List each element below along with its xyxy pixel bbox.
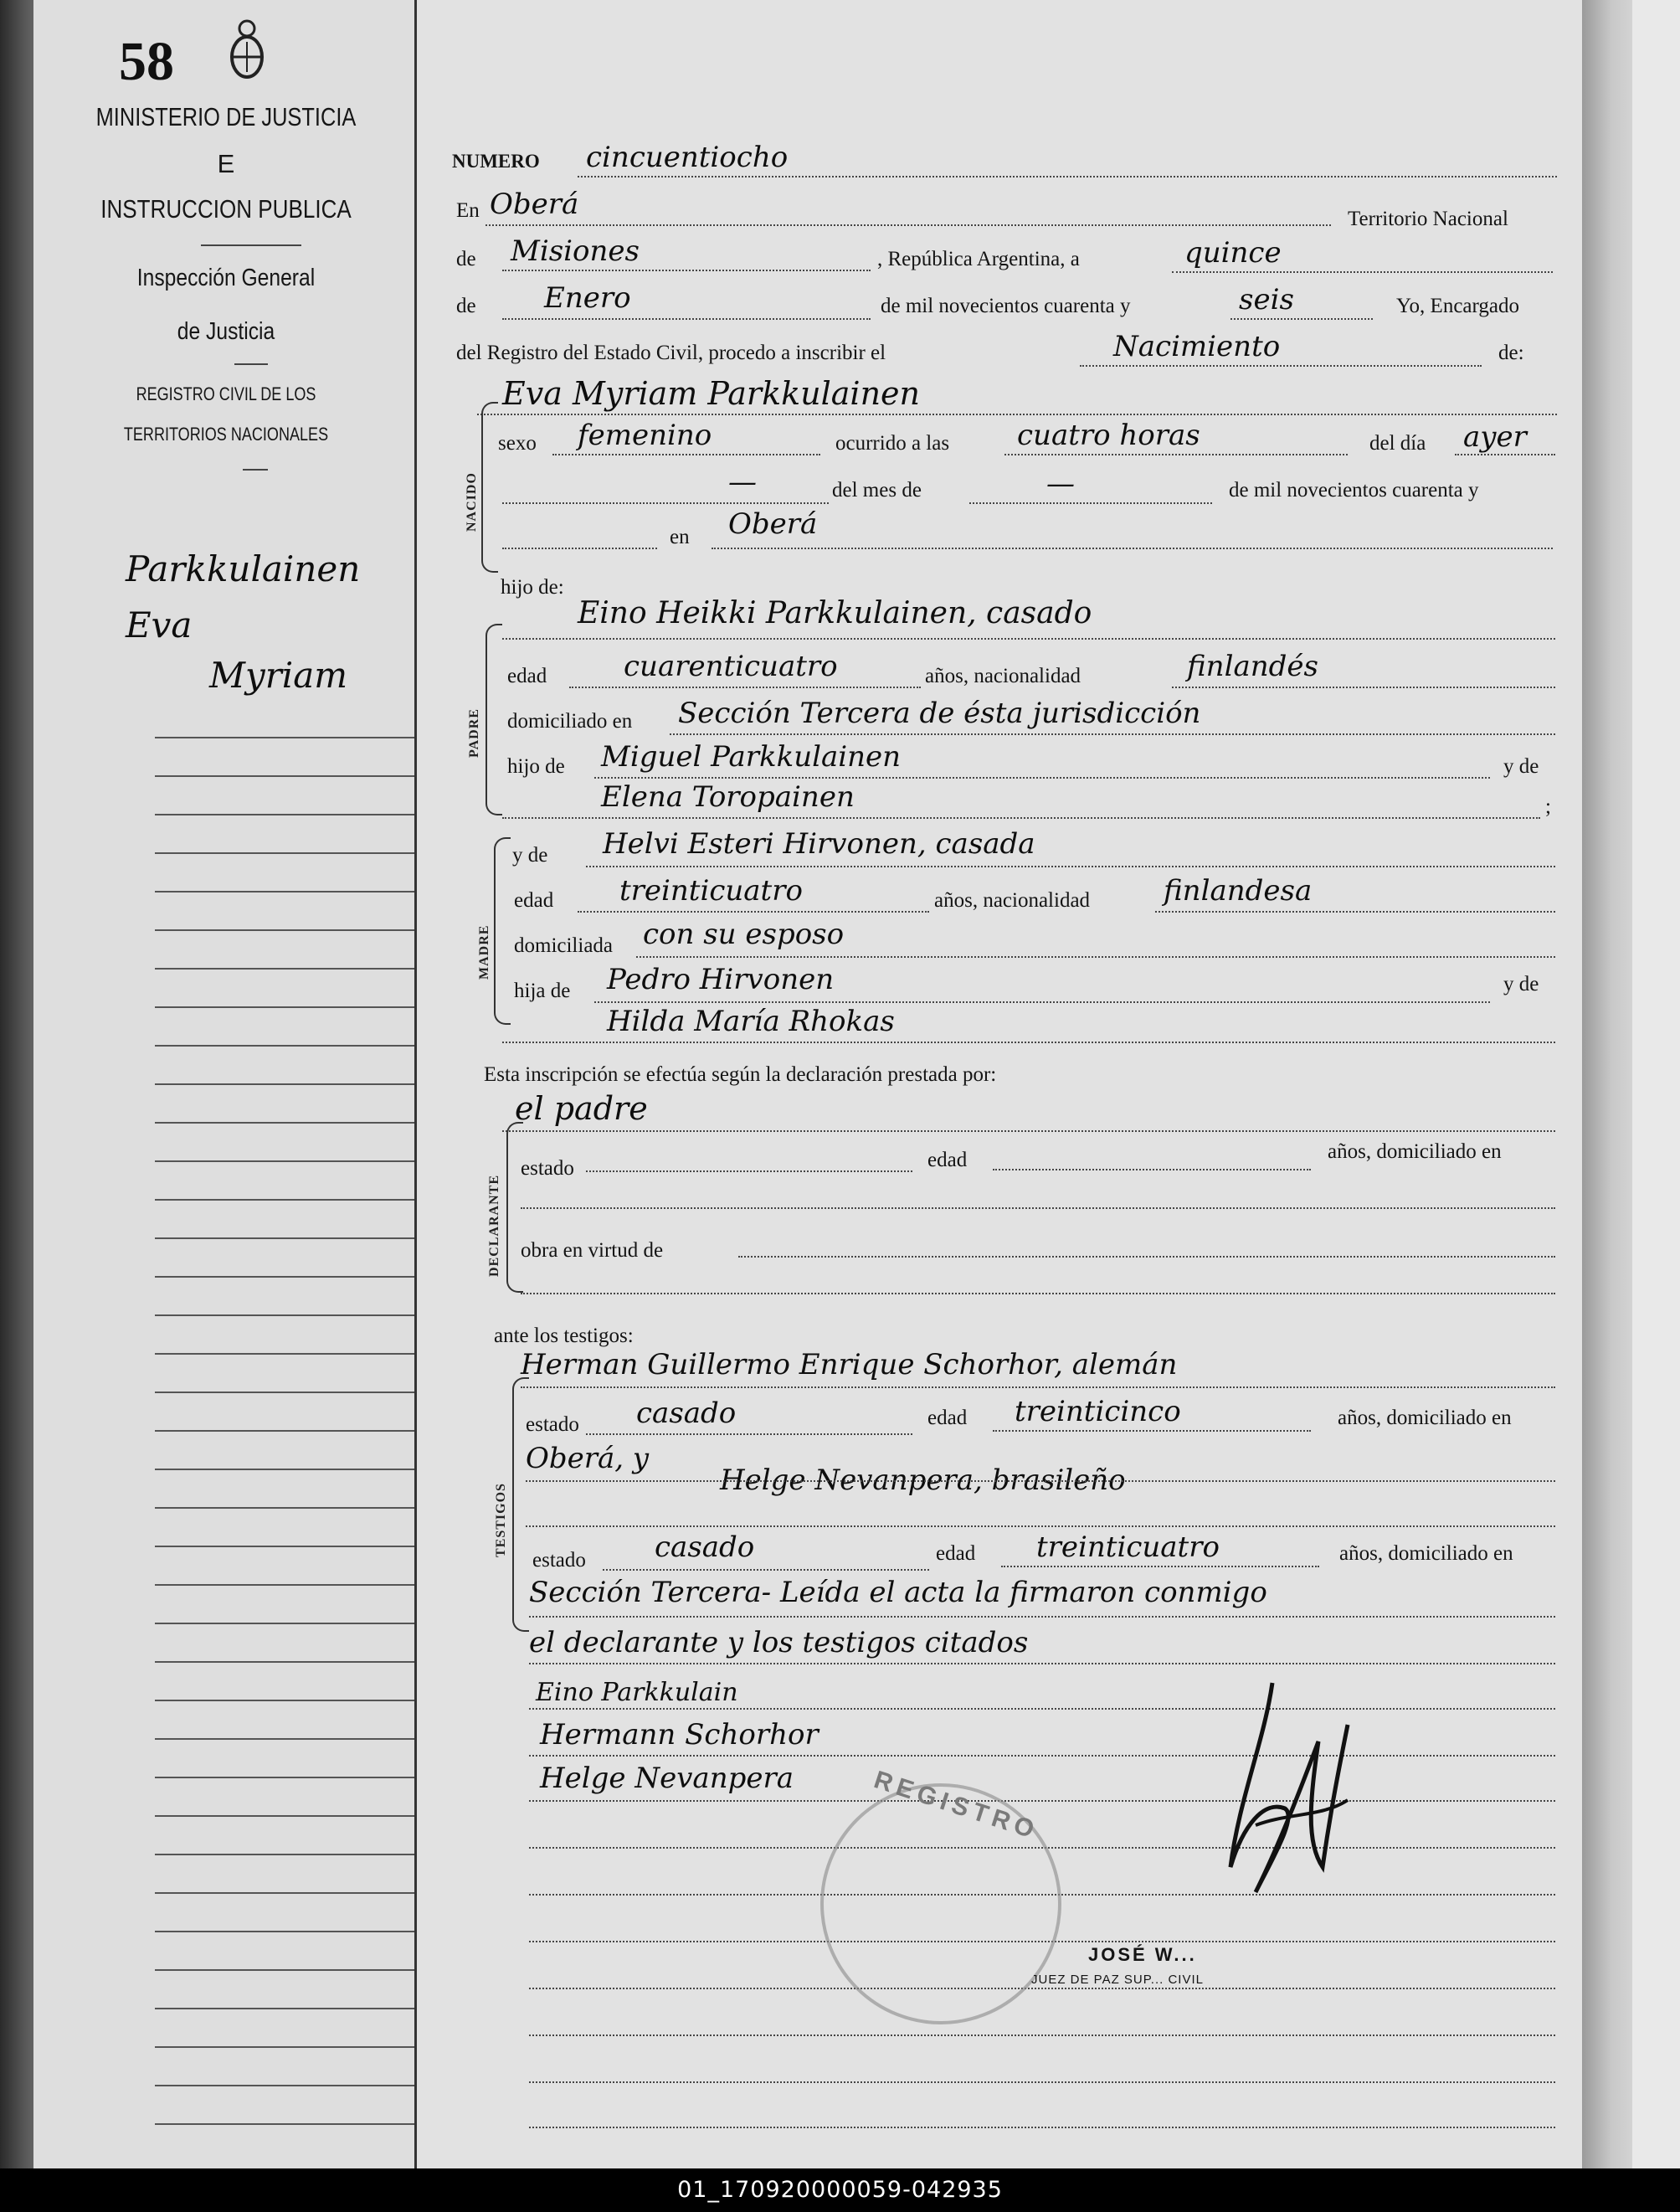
folio-number: 58 — [119, 31, 174, 92]
dotted-line — [529, 1616, 1555, 1618]
dotted-line — [1155, 911, 1555, 913]
dotted-line — [529, 1755, 1555, 1757]
label-anios-nac-madre: años, nacionalidad — [934, 889, 1091, 912]
margin-rule — [155, 1546, 414, 1548]
dotted-line — [993, 1169, 1311, 1170]
label-hijo-de: hijo de: — [501, 576, 564, 599]
dotted-line — [552, 454, 820, 455]
margin-rule — [155, 1854, 414, 1856]
margin-rule — [155, 1314, 414, 1317]
dotted-line — [502, 1042, 1555, 1043]
dotted-line — [529, 1708, 1555, 1710]
field-nombre: Eva Myriam Parkkulainen — [502, 375, 921, 412]
field-declarante: el padre — [515, 1090, 648, 1127]
signature-father: Eino Parkkulain — [536, 1678, 738, 1707]
field-edad-testigo-2: treinticuatro — [1036, 1530, 1220, 1564]
label-y-de-1: y de — [1503, 755, 1539, 778]
label-territorio: Territorio Nacional — [1348, 208, 1508, 230]
field-dom-madre: con su esposo — [643, 918, 845, 951]
label-yo: Yo, Encargado — [1396, 295, 1519, 317]
dotted-line — [603, 1569, 929, 1571]
label-registro: del Registro del Estado Civil, procedo a inscribir el — [456, 342, 886, 364]
label-del-dia: del día — [1369, 432, 1426, 455]
dotted-line — [1004, 454, 1348, 455]
label-estado-declarante: estado — [521, 1157, 574, 1180]
header-rule — [243, 469, 268, 471]
label-hija-de: hija de — [514, 980, 571, 1002]
field-sexo: femenino — [578, 419, 712, 452]
field-abuelo-materno: Pedro Hirvonen — [607, 963, 835, 996]
field-anio: seis — [1239, 283, 1294, 316]
field-dom-testigo-1: Oberá, y — [526, 1442, 650, 1475]
margin-rule — [155, 852, 414, 855]
field-mes: Enero — [544, 281, 631, 315]
dotted-line — [502, 817, 1540, 819]
dotted-line — [1172, 271, 1553, 273]
margin-rule — [155, 1353, 414, 1355]
ministry-line-3: INSTRUCCION PUBLICA — [100, 194, 352, 224]
label-de-mil-2: de mil novecientos cuarenta y — [1229, 479, 1479, 502]
section-label-nacido: NACIDO — [465, 472, 479, 532]
dotted-line — [529, 2127, 1555, 2128]
registry-line-1: REGISTRO CIVIL DE LOS — [136, 383, 316, 404]
section-brace — [494, 837, 511, 1025]
field-estado-testigo-2: casado — [655, 1530, 755, 1564]
dotted-line — [1455, 454, 1555, 455]
margin-rule — [155, 2123, 414, 2126]
margin-rule — [155, 929, 414, 932]
dotted-line — [1080, 365, 1482, 367]
label-ocurrido: ocurrido a las — [835, 432, 950, 455]
dotted-line — [578, 911, 929, 913]
label-domiciliada: domiciliada — [514, 934, 614, 957]
official-title: JUEZ DE PAZ SUP... CIVIL — [1031, 1973, 1204, 1987]
dotted-line — [486, 224, 1331, 226]
margin-rule — [155, 1507, 414, 1510]
margin-rule — [155, 891, 414, 893]
margin-rule — [155, 1738, 414, 1741]
margin-rule — [155, 1777, 414, 1779]
image-caption: 01_170920000059-042935 — [0, 2168, 1680, 2212]
field-mes-dash: — — [1046, 467, 1075, 501]
margin-rule — [155, 1931, 414, 1933]
ministry-line-1: MINISTERIO DE JUSTICIA — [95, 102, 357, 131]
dotted-line — [502, 318, 871, 320]
dotted-line — [521, 1293, 1555, 1294]
registry-stamp-text: REGISTRO — [871, 1766, 1042, 1845]
section-label-padre: PADRE — [467, 708, 481, 758]
field-testigo-1: Herman Guillermo Enrique Schorhor, alemán — [521, 1348, 1178, 1381]
margin-rule — [155, 1276, 414, 1278]
margin-rule — [155, 1083, 414, 1086]
label-republica: , República Argentina, a — [877, 248, 1080, 270]
dotted-line — [502, 548, 657, 549]
official-signature-icon — [1205, 1674, 1356, 1901]
field-territorio: Misiones — [511, 234, 640, 268]
margin-rule — [155, 1815, 414, 1818]
label-anios-dom-testigo-1: años, domiciliado en — [1338, 1407, 1512, 1429]
label-en: En — [456, 199, 480, 222]
field-nac-madre: finlandesa — [1164, 874, 1313, 908]
dotted-line — [636, 956, 1555, 958]
field-lugar-nacimiento: Oberá — [728, 507, 818, 541]
field-edad-testigo-1: treinticinco — [1015, 1395, 1181, 1428]
field-cierre-2: el declarante y los testigos citados — [529, 1626, 1029, 1659]
dotted-line — [586, 1433, 912, 1435]
field-abuela-materna: Hilda María Rhokas — [607, 1005, 895, 1038]
inspection-line-2: de Justicia — [177, 318, 275, 345]
dotted-line — [521, 1386, 1555, 1388]
margin-rule — [155, 2008, 414, 2010]
dotted-line — [1172, 687, 1555, 688]
label-domiciliado-padre: domiciliado en — [507, 710, 633, 733]
margin-rule — [155, 1623, 414, 1625]
dotted-line — [578, 176, 1557, 177]
header-rule — [201, 244, 301, 246]
label-del-mes: del mes de — [832, 479, 922, 502]
section-brace — [481, 402, 498, 573]
label-edad-testigo-1: edad — [927, 1407, 968, 1429]
field-dia-dash: — — [728, 466, 757, 499]
field-acto: Nacimiento — [1113, 330, 1281, 363]
header-rule — [234, 363, 268, 365]
margin-rule — [155, 1160, 414, 1163]
coat-of-arms-icon — [228, 17, 266, 84]
dotted-line — [477, 414, 1557, 415]
section-label-testigos: TESTIGOS — [494, 1483, 508, 1557]
label-de-mil: de mil novecientos cuarenta y — [881, 295, 1131, 317]
margin-rule — [155, 968, 414, 970]
margin-rule — [155, 1469, 414, 1471]
ministry-line-2: E — [217, 149, 235, 178]
inspection-line-1: Inspección General — [136, 265, 316, 291]
field-abuelo-paterno: Miguel Parkkulainen — [601, 740, 902, 774]
dotted-line — [993, 1430, 1311, 1432]
dotted-line — [1001, 1566, 1319, 1567]
label-de-mes: de — [456, 295, 476, 317]
label-obra: obra en virtud de — [521, 1239, 664, 1262]
field-testigo-2: Helge Nevanpera, brasileño — [720, 1464, 1126, 1497]
dotted-line — [594, 1001, 1490, 1003]
dotted-line — [521, 1207, 1555, 1209]
dotted-line — [1230, 318, 1373, 320]
label-hijo-de-2: hijo de — [507, 755, 565, 778]
label-anios-dom-declarante: años, domiciliado en — [1328, 1140, 1502, 1163]
label-y-de-2: y de — [1503, 973, 1539, 995]
field-dom-padre: Sección Tercera de ésta jurisdicción — [678, 697, 1201, 730]
dotted-line — [738, 1256, 1555, 1258]
margin-rule — [155, 1122, 414, 1124]
label-anios-nac-padre: años, nacionalidad — [925, 665, 1081, 687]
label-estado-testigo-1: estado — [526, 1413, 579, 1436]
label-edad-madre: edad — [514, 889, 554, 912]
margin-rule — [155, 1199, 414, 1201]
dotted-line — [502, 1130, 1555, 1132]
margin-rule — [155, 2046, 414, 2049]
label-sexo: sexo — [498, 432, 537, 455]
section-label-madre: MADRE — [477, 924, 491, 980]
dotted-line — [502, 270, 871, 271]
signature-witness-2: Helge Nevanpera — [540, 1762, 794, 1795]
margin-surname: Parkkulainen — [126, 548, 361, 589]
margin-rule — [155, 1392, 414, 1394]
margin-rule — [155, 1700, 414, 1702]
label-en-lugar: en — [670, 526, 690, 548]
field-dia: quince — [1184, 236, 1282, 270]
label-edad-testigo-2: edad — [936, 1542, 976, 1565]
margin-rule — [155, 2085, 414, 2087]
field-estado-testigo-1: casado — [636, 1397, 737, 1430]
field-edad-padre: cuarenticuatro — [624, 650, 838, 683]
margin-rule — [155, 737, 414, 739]
field-padre: Eino Heikki Parkkulainen, casado — [578, 596, 1092, 630]
next-page-edge — [1632, 0, 1680, 2168]
section-brace — [486, 624, 502, 815]
dotted-line — [586, 866, 1555, 867]
label-edad-padre: edad — [507, 665, 547, 687]
semicolon: ; — [1545, 795, 1551, 818]
label-y-de-madre: y de — [512, 844, 548, 867]
signature-witness-1: Hermann Schorhor — [540, 1718, 819, 1752]
label-esta-inscripcion: Esta inscripción se efectúa según la declaración prestada por: — [484, 1063, 997, 1086]
margin-rule — [155, 1045, 414, 1047]
label-numero: NUMERO — [452, 151, 540, 172]
label-de-colon: de: — [1498, 342, 1524, 364]
margin-rule — [155, 775, 414, 778]
dotted-line — [670, 733, 1555, 735]
label-de: de — [456, 248, 476, 270]
field-edad-madre: treinticuatro — [619, 874, 803, 908]
field-cierre-1: Sección Tercera- Leída el acta la firmaron conmigo — [529, 1576, 1267, 1609]
margin-rule — [155, 1430, 414, 1433]
official-name: JOSÉ W... — [1088, 1944, 1197, 1965]
margin-rule — [155, 1892, 414, 1895]
field-numero: cincuentiocho — [586, 141, 789, 174]
label-edad-declarante: edad — [927, 1149, 968, 1171]
field-dia-nacimiento: ayer — [1463, 420, 1527, 454]
dotted-line — [529, 2081, 1555, 2083]
dotted-line — [526, 1480, 1555, 1482]
margin-rule — [155, 1584, 414, 1587]
margin-rule — [155, 1661, 414, 1664]
margin-rule — [155, 1237, 414, 1240]
dotted-line — [526, 1525, 1555, 1527]
margin-rule — [155, 814, 414, 816]
dotted-line — [594, 777, 1490, 779]
margin-rule — [155, 1969, 414, 1972]
dotted-line — [529, 1663, 1555, 1664]
dotted-line — [586, 1170, 912, 1172]
field-abuela-paterna: Elena Toropainen — [601, 780, 855, 814]
dotted-line — [712, 548, 1553, 549]
field-madre: Helvi Esteri Hirvonen, casada — [603, 827, 1035, 861]
field-lugar: Oberá — [490, 188, 579, 221]
dotted-line — [529, 1800, 1555, 1802]
label-estado-testigo-2: estado — [532, 1549, 586, 1572]
dotted-line — [529, 1988, 1555, 1989]
margin-rule — [155, 1006, 414, 1009]
margin-given-1: Eva — [126, 604, 193, 646]
dotted-line — [529, 2035, 1555, 2036]
dotted-line — [569, 687, 921, 688]
label-anios-dom-testigo-2: años, domiciliado en — [1339, 1542, 1513, 1565]
margin-given-2: Myriam — [209, 655, 348, 696]
registry-line-2: TERRITORIOS NACIONALES — [123, 424, 329, 445]
dotted-line — [969, 502, 1212, 504]
dotted-line — [502, 638, 1555, 640]
label-ante-testigos: ante los testigos: — [494, 1325, 634, 1347]
dotted-line — [502, 502, 829, 504]
section-label-declarante: DECLARANTE — [487, 1174, 501, 1277]
field-nac-padre: finlandés — [1187, 650, 1318, 683]
field-hora: cuatro horas — [1017, 419, 1200, 452]
